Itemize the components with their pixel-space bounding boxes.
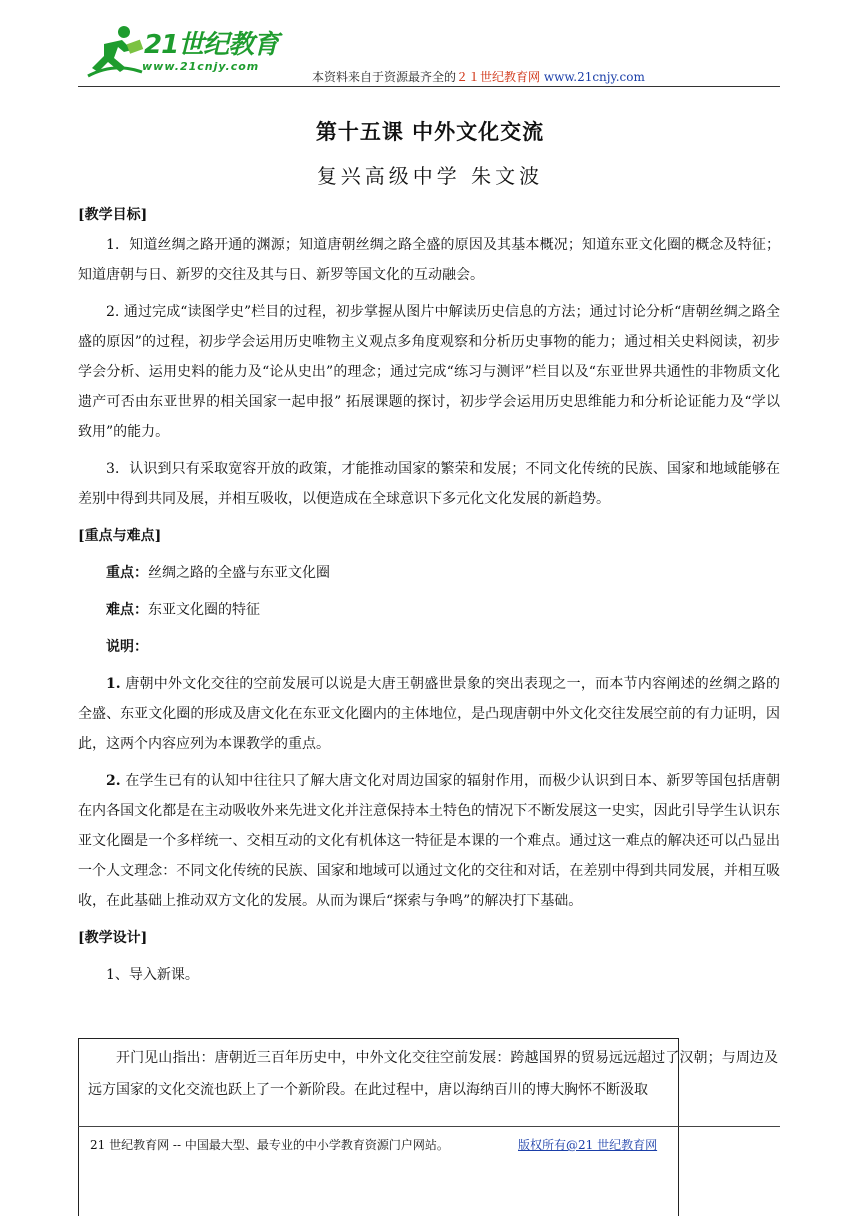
goal-paragraph-3: 3．认识到只有采取宽容开放的政策，才能推动国家的繁荣和发展；不同文化传统的民族、国家和地域能够在差别中得到共同及展，并相互吸收，以便造成在全球意识下多元化文化发展的新趋势。	[78, 461, 780, 507]
key-point	[78, 558, 780, 588]
logo-text: 21世纪教育	[144, 30, 279, 60]
section-heading-design: [教学设计]	[78, 930, 148, 946]
header-brand: ２１世纪教育网	[456, 70, 541, 84]
header-note	[312, 68, 645, 85]
header-url-link[interactable]: www.21cnjy.com	[543, 70, 645, 84]
goal-paragraph-1: 1．知道丝绸之路开通的渊源；知道唐朝丝绸之路全盛的原因及其基本概况；知道东亚文化圈的概念及特征；知道唐朝与日、新罗的交往及其与日、新罗等国文化的互动融会。	[78, 237, 780, 283]
design-step-1: 1、导入新课。	[106, 967, 199, 983]
intro-box-text	[88, 1042, 778, 1106]
explain-text-1: 唐朝中外文化交往的空前发展可以说是大唐王朝盛世景象的突出表现之一，而本节内容阐述的丝绸之路的全盛、东亚文化圈的形成及唐文化在东亚文化圈内的主体地位，是凸现唐朝中外文化交往发展空前的有力证明，因此，这两个内容应列为本课教学的重点。	[78, 676, 780, 752]
explain-text-2: 在学生已有的认知中往往只了解大唐文化对周边国家的辐射作用，而极少认识到日本、新罗等国包括唐朝在内各国文化都是在主动吸收外来先进文化并注意保持本土特色的情况下不断发展这一史实，因此引导学生认识东亚文化圈是一个多样统一、交相互动的文化有机体这一特征是本课的一个难点。通过这一难点的解决还可以凸显出一个人文理念：不同文化传统的民族、国家和地域可以通过文化的交往和对话，在差别中得到共同发展，并相互吸收，在此基础上推动双方文化的发展。从而为课后“探索与争鸣”的解决打下基础。	[78, 773, 780, 909]
logo	[84, 22, 284, 80]
difficulty-text: 东亚文化圈的特征	[148, 602, 260, 618]
section-heading-keypoints: [重点与难点]	[78, 528, 162, 544]
key-label: 重点：	[106, 565, 148, 581]
footer-copyright-link[interactable]: 版权所有@21 世纪教育网	[518, 1138, 658, 1152]
page-title: 第十五课 中外文化交流	[315, 119, 545, 144]
key-text: 丝绸之路的全盛与东亚文化圈	[148, 565, 330, 581]
difficulty-point	[78, 595, 780, 625]
difficulty-label: 难点：	[106, 602, 148, 618]
page-subtitle: 复兴高级中学 朱文波	[316, 164, 544, 188]
box-left-border	[78, 1038, 79, 1216]
explain-num-2: 2.	[106, 773, 121, 789]
header-note-prefix: 本资料来自于资源最齐全的	[312, 70, 457, 84]
logo-site: www.21cnjy.com	[142, 60, 260, 73]
explain-num-1: 1.	[106, 676, 121, 692]
footer-divider	[78, 1126, 780, 1127]
runner-logo-icon	[84, 22, 144, 80]
goal-paragraph-2: 2. 通过完成“读图学史”栏目的过程，初步掌握从图片中解读历史信息的方法；通过讨论分析“唐朝丝绸之路全盛的原因”的过程，初步学会运用历史唯物主义观点多角度观察和分析历史事物的能力；通过相关史料阅读，初步学会分析、运用史料的能力及“论从史出”的理念；通过完成“练习与测评”栏目以及“东亚世界共通性的非物质文化遗产可否由东亚世界的相关国家一起申报” 拓展课题的探讨，初步学会运用历史思维能力和分析论证能力及“学以致用”的能力。	[78, 304, 780, 440]
explain-paragraph-2	[78, 766, 780, 916]
box-top-border	[78, 1038, 678, 1039]
explain-paragraph-1	[78, 669, 780, 759]
section-heading-goals: [教学目标]	[78, 207, 148, 223]
document-body	[78, 200, 780, 990]
page-header	[0, 0, 860, 90]
footer-text: 21 世纪教育网 -- 中国最大型、最专业的中小学教育资源门户网站。	[90, 1138, 449, 1152]
header-divider	[78, 86, 780, 87]
explain-label: 说明：	[106, 639, 148, 655]
intro-box-paragraph: 开门见山指出：唐朝近三百年历史中，中外文化交往空前发展：跨越国界的贸易远远超过了汉朝；与周边及远方国家的文化交流也跃上了一个新阶段。在此过程中，唐以海纳百川的博大胸怀不断汲取	[88, 1050, 778, 1098]
